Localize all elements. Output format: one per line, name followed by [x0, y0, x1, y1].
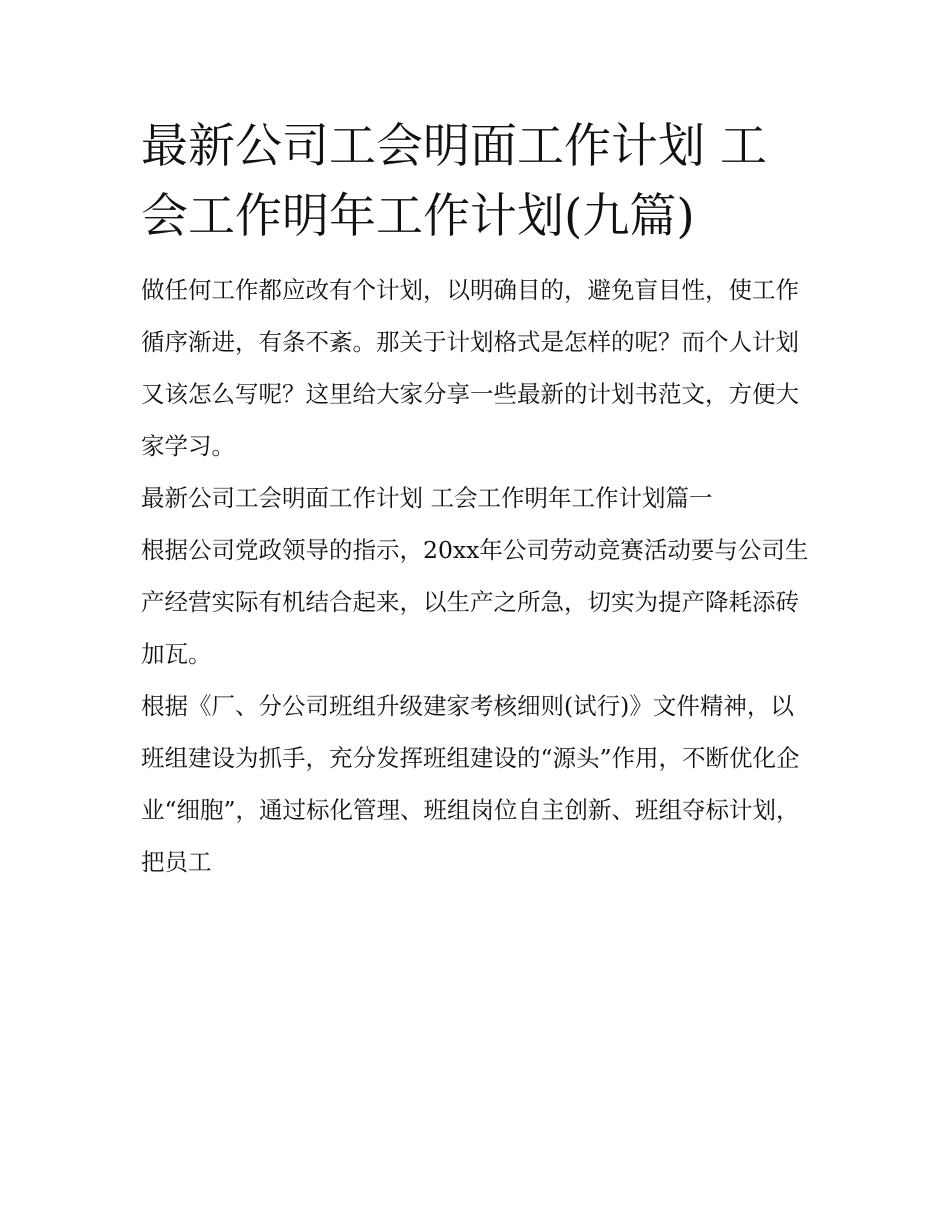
document-title: 最新公司工会明面工作计划 工会工作明年工作计划(九篇)	[141, 119, 767, 244]
document-body	[141, 112, 813, 888]
section-heading: 最新公司工会明面工作计划 工会工作明年工作计划篇一	[141, 484, 713, 512]
body-paragraph: 根据公司党政领导的指示，20xx年公司劳动竞赛活动要与公司生产经营实际有机结合起来，以生产之所急，切实为提产降耗添砖加瓦。	[141, 536, 809, 668]
body-paragraph: 根据《厂、分公司班组升级建家考核细则(试行)》文件精神，以班组建设为抓手，充分发挥班组建设的“源头”作用，不断优化企业“细胞”，通过标化管理、班组岗位自主创新、班组夺标计划，把员工	[141, 692, 800, 876]
intro-paragraph: 做任何工作都应改有个计划，以明确目的，避免盲目性，使工作循序渐进，有条不紊。那关于计划格式是怎样的呢？而个人计划又该怎么写呢？这里给大家分享一些最新的计划书范文，方便大家学习。	[141, 276, 799, 460]
